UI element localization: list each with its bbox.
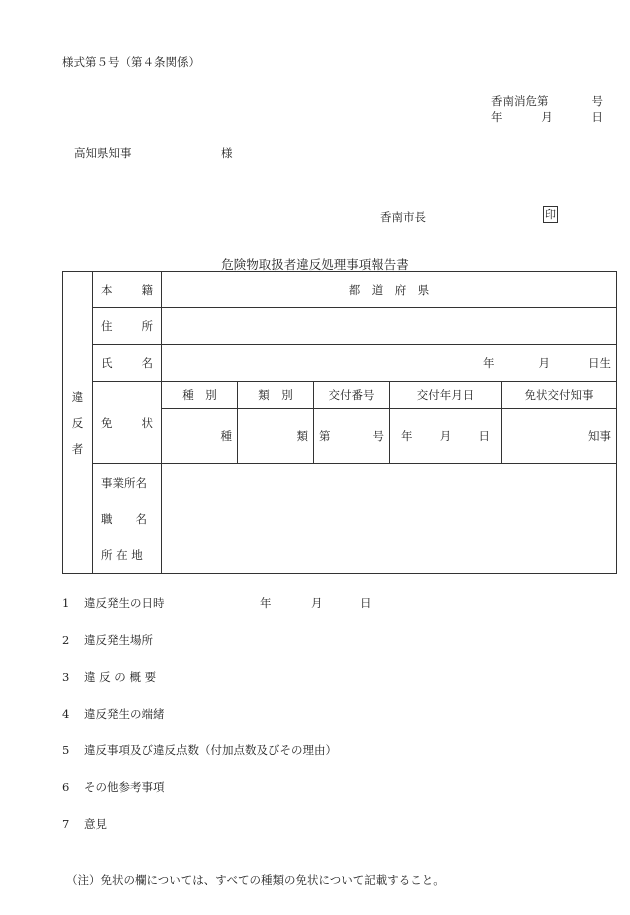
license-header-governor: 免状交付知事 [502,382,617,409]
license-number-field[interactable]: 第 号 [314,409,390,464]
addressee-name: 高知県知事 [74,146,132,160]
document-reference [491,93,603,109]
violator-table [62,271,617,574]
jusho-field[interactable] [162,308,617,345]
violator-label-2: 反 [71,415,84,430]
document-title: 危険物取扱者違反処理事項報告書 [221,257,409,272]
birth-day: 日生 [588,356,612,370]
honseki-field[interactable]: 都 道 府 県 [162,272,617,308]
item-5: 5 違反事項及び違反点数（付加点数及びその理由） [62,743,337,757]
license-header-class: 類 別 [238,382,314,409]
item-1-date-day: 日 [360,596,372,610]
license-class-field[interactable]: 類 [238,409,314,464]
item-6: 6 その他参考事項 [62,780,165,794]
license-label: 免 状 [93,382,162,464]
item-7: 7 意見 [62,817,107,831]
violator-label-cell [63,272,93,574]
job-title-label: 職 名 [101,511,147,526]
item-4: 4 違反発生の端緒 [62,707,165,721]
license-header-type: 種 別 [162,382,238,409]
workplace-labels [93,464,162,574]
issuer-name: 香南市長 [380,210,426,224]
jusho-label: 住 所 [93,308,162,345]
workplace-address-label: 所 在 地 [101,547,143,562]
date-day: 日 [591,110,603,124]
form-number: 様式第５号（第４条関係） [62,55,200,69]
date-month: 月 [541,110,553,124]
shimei-label: 氏 名 [93,345,162,382]
footnote: （注）免状の欄については、すべての種類の免状について記載すること。 [66,873,445,887]
birth-year: 年 [483,356,495,370]
license-header-number: 交付番号 [314,382,390,409]
item-2: 2 違反発生場所 [62,633,153,647]
honseki-label: 本 籍 [93,272,162,308]
item-1-date-year: 年 [260,596,272,610]
item-3: 3 違 反 の 概 要 [62,670,157,684]
violator-label-1: 違 [71,389,84,404]
license-header-issue-date: 交付年月日 [390,382,502,409]
doc-ref-suffix: 号 [591,94,603,108]
document-date [491,109,603,125]
item-1: 1 違反発生の日時 [62,596,165,610]
violator-label-3: 者 [71,441,84,456]
date-year: 年 [491,110,503,124]
license-issue-date-field[interactable]: 年 月 日 [390,409,502,464]
item-1-date-month: 月 [311,596,323,610]
birth-month: 月 [538,356,551,370]
workplace-field[interactable] [162,464,617,574]
shimei-field[interactable] [162,345,617,382]
addressee-honorific: 様 [221,146,233,160]
doc-ref-prefix: 香南消危第 [491,94,549,108]
issuer-seal [543,206,558,223]
license-governor-field[interactable]: 知事 [502,409,617,464]
seal-mark: 印 [545,208,556,221]
license-type-field[interactable]: 種 [162,409,238,464]
workplace-name-label: 事業所名 [101,475,147,490]
